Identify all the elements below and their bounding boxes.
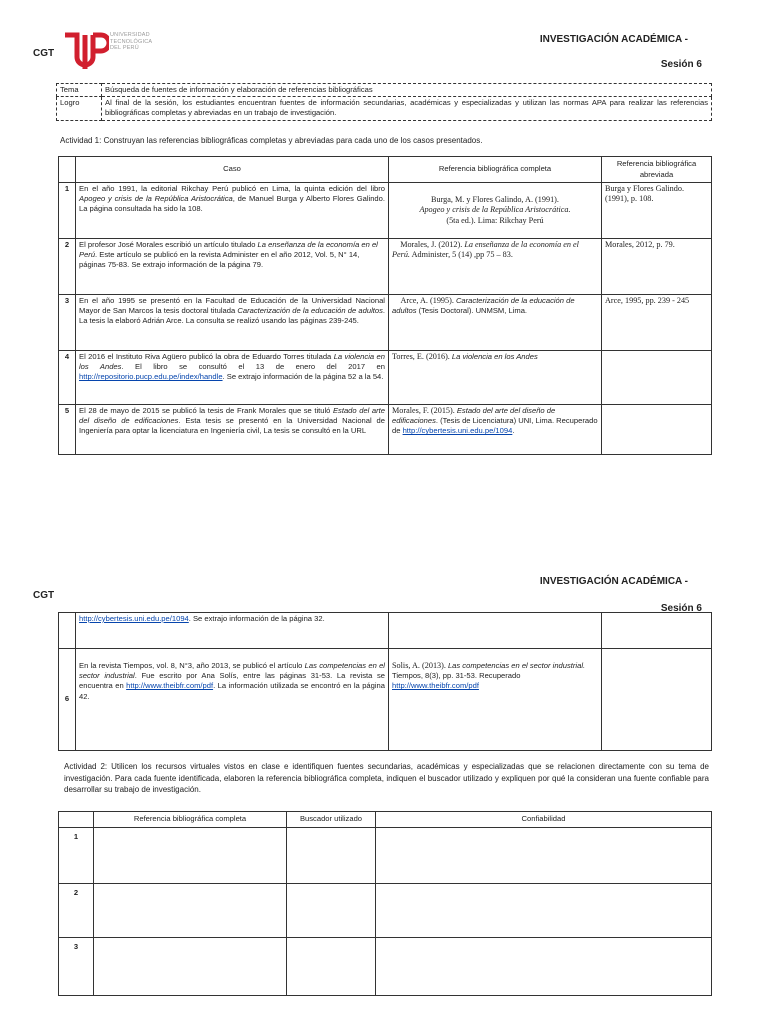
session-label-2: Sesión 6 [660, 603, 702, 614]
ref-abreviada [602, 405, 712, 455]
course-title-2: INVESTIGACIÓN ACADÉMICA - [539, 576, 688, 587]
caso-text: http://cybertesis.uni.edu.pe/1094. Se extrajo información de la página 32. [76, 613, 389, 649]
buscador-input-cell[interactable] [287, 884, 376, 938]
row-number: 2 [59, 884, 94, 938]
ref-abreviada: Burga y Flores Galindo. (1991), p. 108. [602, 183, 712, 239]
caso-text: En el año 1995 se presentó en la Facultad de Educación de la Universidad Nacional Mayor de San Marcos la tesis doctoral titulada Caracterización de la educación de adultos. La tesis la elaboró Adrián Arce. La consulta se realizó usando las páginas 239-245. [76, 295, 389, 351]
activity2-table [58, 811, 712, 996]
table-row [59, 351, 712, 405]
theibfr-link[interactable]: http://www.theibfr.com/pdf [126, 681, 214, 691]
row-number: 3 [59, 938, 94, 996]
cybertesis-link-2[interactable]: http://cybertesis.uni.edu.pe/1094 [79, 614, 189, 623]
a2-col-buscador-header: Buscador utilizado [287, 812, 376, 828]
ref-completa: Solis, A. (2013). Las competencias en el sector industrial. Tiempos, 8(3), pp. 31-53. Recuperado http://www.theibfr.com/pdf [389, 649, 602, 751]
ref-input-cell[interactable] [94, 828, 287, 884]
ref-input-cell[interactable] [94, 884, 287, 938]
activity1-table [58, 156, 712, 455]
logo-line-1: UNIVERSIDAD [110, 32, 150, 38]
table-row [59, 239, 712, 295]
a2-col-num-header [59, 812, 94, 828]
activity1-title: Actividad 1: Construyan las referencias bibliográficas completas y abreviadas para cada uno de los casos presentados. [60, 136, 483, 145]
header-cgt-2: CGT [33, 590, 55, 601]
buscador-input-cell[interactable] [287, 828, 376, 884]
table-row [59, 938, 712, 996]
row-number: 5 [59, 405, 76, 455]
caso-text: El 28 de mayo de 2015 se publicó la tesis de Frank Morales que se tituló Estado del arte del diseño de edificaciones. Esta tesis se presentó en la Universidad Nacional de Ingeniería para optar la licenciatura en Ingeniería civil, La tesis se consultó en la URL [76, 405, 389, 455]
a2-col-conf-header: Confiabilidad [376, 812, 712, 828]
col-num-header [59, 157, 76, 183]
a2-col-ref-header: Referencia bibliográfica completa [94, 812, 287, 828]
ref-completa: Torres, E. (2016). La violencia en los Andes [389, 351, 602, 405]
tema-logro-table [56, 83, 712, 121]
row-number: 4 [59, 351, 76, 405]
ref-abreviada-empty [602, 613, 712, 649]
caso-text: En el año 1991, la editorial Rikchay Perú publicó en Lima, la quinta edición del libro Apogeo y crisis de la República Aristocrática, de Manuel Burga y Alberto Flores Galindo. La página consultada ha sido la 108. [76, 183, 389, 239]
row-number: 1 [59, 183, 76, 239]
table-row [59, 884, 712, 938]
logro-label: Logro [57, 97, 102, 120]
caso-text: El profesor José Morales escribió un artículo titulado La enseñanza de la economía en el Perú. Este artículo se publicó en la revista Administer en el año 2012, Vol. 5, N° 14, páginas 75-83. Se extrajo información de la página 79. [76, 239, 389, 295]
header-cgt: CGT [33, 48, 55, 59]
confiabilidad-input-cell[interactable] [376, 828, 712, 884]
confiabilidad-input-cell[interactable] [376, 938, 712, 996]
logo-line-2: TECNOLÓGICA [110, 38, 153, 45]
cybertesis-link[interactable]: http://cybertesis.uni.edu.pe/1094 [402, 426, 513, 436]
ref-input-cell[interactable] [94, 938, 287, 996]
table-row [59, 295, 712, 351]
ref-completa-empty [389, 613, 602, 649]
ref-abreviada: Morales, 2012, p. 79. [602, 239, 712, 295]
caso-text: El 2016 el Instituto Riva Agüero publicó la obra de Eduardo Torres titulada La violencia en los Andes. El libro se consultó el 13 de enero del 2017 en http://repositorio.pucp.edu.pe/index/handle. Se extrajo información de la página 52 a la 54. [76, 351, 389, 405]
table-row [59, 649, 712, 751]
caso-text: En la revista Tiempos, vol. 8, N°3, año 2013, se publicó el artículo Las competencias en el sector industrial. Fue escrito por Ana Solís, entre las páginas 31-53. La revista se encuentra en http://www.theibfr.com/pdf. La información utilizada se encontró en la página 42. [76, 649, 389, 751]
table-row [59, 183, 712, 239]
ref-completa: Arce, A. (1995). Caracterización de la educación de adultos (Tesis Doctoral). UNMSM, Lima. [389, 295, 602, 351]
table-row [59, 828, 712, 884]
table-row [59, 613, 712, 649]
buscador-input-cell[interactable] [287, 938, 376, 996]
utp-logo [63, 29, 173, 71]
row-number: 2 [59, 239, 76, 295]
row-number: 6 [59, 649, 76, 751]
ref-abreviada [602, 351, 712, 405]
logo-line-3: DEL PERÚ [110, 45, 139, 51]
activity2-title: Actividad 2: Utilicen los recursos virtuales vistos en clase e identifiquen fuentes secundarias, académicas y especializadas que se relacionen directamente con su tema de investigación. Para cada fuente identificada, elaboren la referencia bibliográfica completa, indiquen el buscador utilizado y expliquen por qué la consideran una fuente confiable para desarrollar su trabajo de investigación. [64, 762, 709, 794]
confiabilidad-input-cell[interactable] [376, 884, 712, 938]
ref-completa: Morales, F. (2015). Estado del arte del diseño de edificaciones. (Tesis de Licenciatura) UNI, Lima. Recuperado de http://cybertesis.uni.edu.pe/1094. [389, 405, 602, 455]
row-number: 1 [59, 828, 94, 884]
ref-completa: Morales, J. (2012). La enseñanza de la economía en el Perú. Administer, 5 (14) ,pp 75 – 83. [389, 239, 602, 295]
logro-text: Al final de la sesión, los estudiantes encuentran fuentes de información secundarias, académicas y especializadas y utilizan las normas APA para realizar las referencias bibliográficas completas y abreviadas en un trabajo de investigación. [102, 97, 712, 120]
theibfr-link-2[interactable]: http://www.theibfr.com/pdf [392, 681, 479, 691]
utp-logo-icon [63, 29, 109, 71]
ref-completa: Burga, M. y Flores Galindo, A. (1991). Apogeo y crisis de la República Aristocrática. (5ta ed.). Lima: Rikchay Perú [389, 183, 602, 239]
course-title: INVESTIGACIÓN ACADÉMICA - [539, 34, 688, 45]
ref-abreviada [602, 649, 712, 751]
row-number: 3 [59, 295, 76, 351]
row-number-empty [59, 613, 76, 649]
tema-text: Búsqueda de fuentes de información y elaboración de referencias bibliográficas [102, 84, 712, 97]
col-caso-header: Caso [76, 157, 389, 183]
ref-abreviada: Arce, 1995, pp. 239 - 245 [602, 295, 712, 351]
col-abreviada-header: Referencia bibliográfica abreviada [602, 157, 712, 183]
tema-label: Tema [57, 84, 102, 97]
activity1-table-continued [58, 612, 712, 751]
col-completa-header: Referencia bibliográfica completa [389, 157, 602, 183]
repositorio-link[interactable]: http://repositorio.pucp.edu.pe/index/handle [79, 372, 223, 382]
table-row [59, 405, 712, 455]
session-label: Sesión 6 [660, 59, 702, 70]
